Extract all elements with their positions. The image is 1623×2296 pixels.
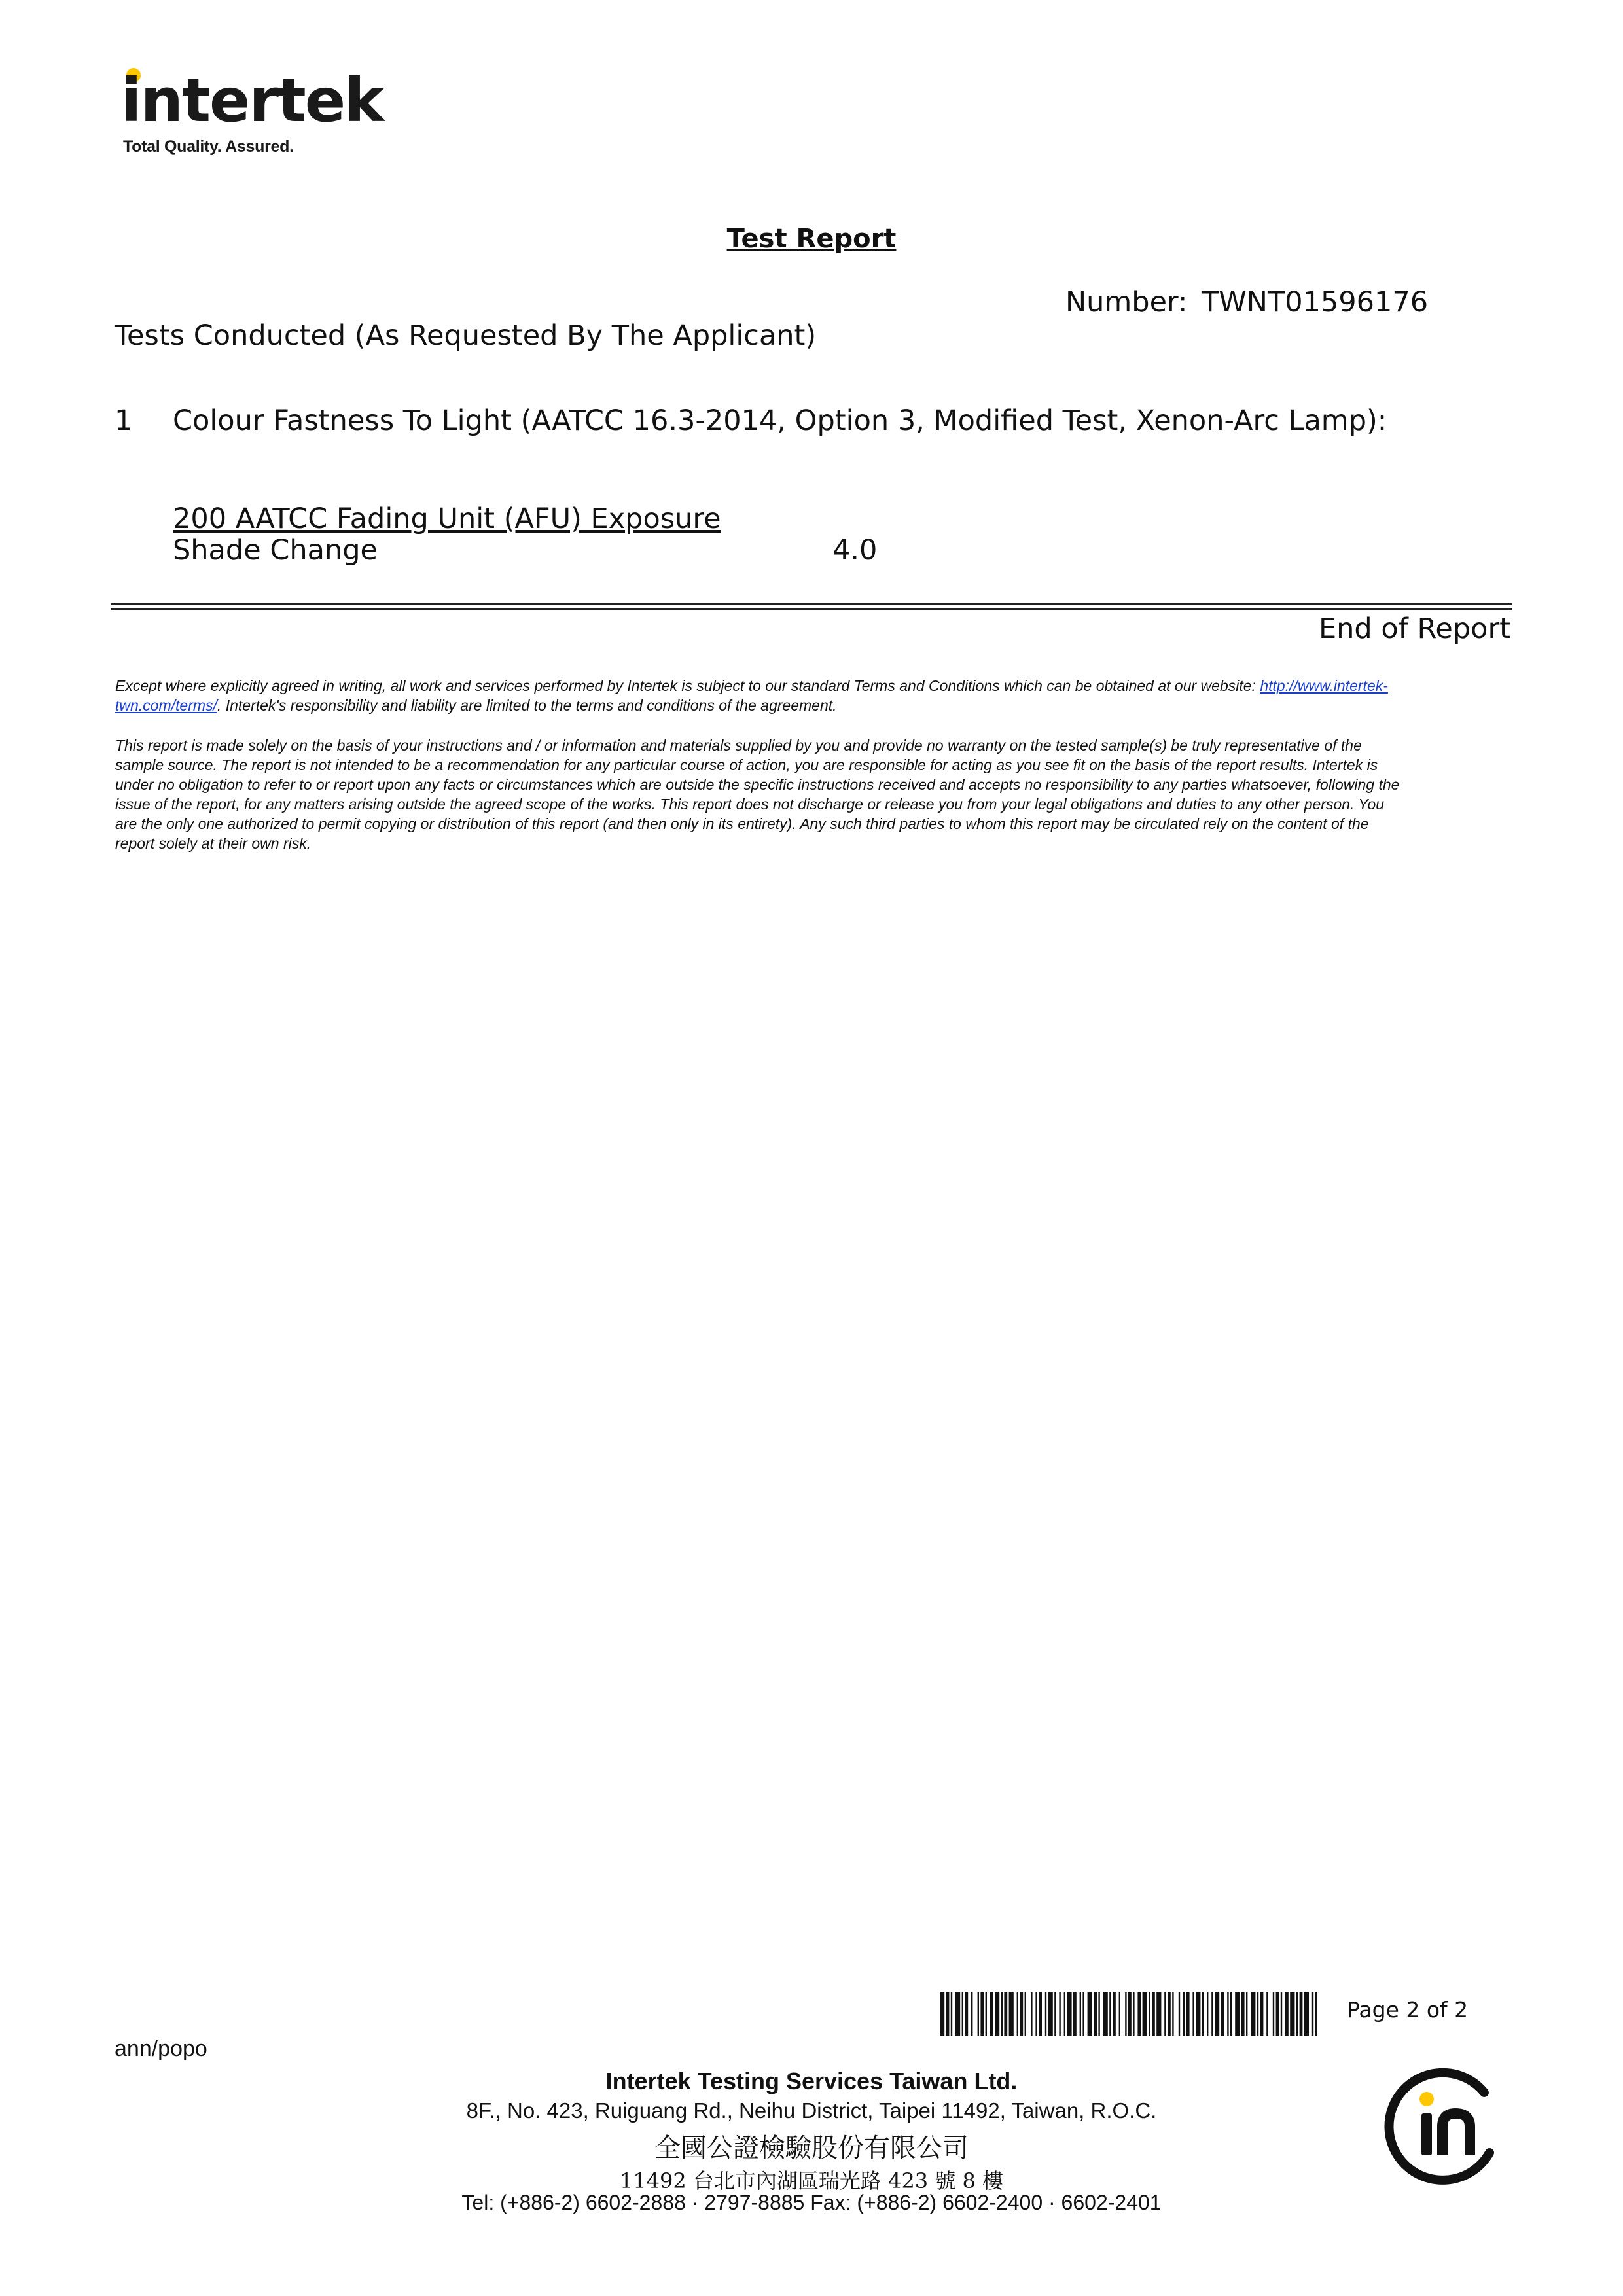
page-title: Test Report <box>726 224 897 254</box>
tests-conducted-heading: Tests Conducted (As Requested By The Applicant) <box>115 319 817 352</box>
result-value: 4.0 <box>832 534 878 567</box>
footer-address-zh: 11492 台北市內湖區瑞光路 423 號 8 樓 <box>619 2168 1004 2193</box>
report-number-label: Number: <box>1065 286 1188 319</box>
footer-company-zh: 全國公證檢驗股份有限公司 <box>654 2133 969 2163</box>
disclaimer-paragraph <box>115 735 1516 853</box>
intertek-in-mark-icon <box>1380 2061 1508 2189</box>
disclaimer-line: report solely at their own risk. <box>115 835 312 852</box>
terms-link-part1[interactable]: http://www.intertek- <box>1260 677 1388 694</box>
author-initials: ann/popo <box>115 2036 207 2061</box>
page-number: Page 2 of 2 <box>1347 1997 1469 2022</box>
divider-top <box>111 603 1512 605</box>
disclaimer-line: under no obligation to refer to or report upon any facts or circumstances which are outside the specific instructions received and accepts no responsibility to any parties whatsoever, following the <box>115 776 1400 793</box>
result-label: Shade Change <box>173 534 378 567</box>
terms-link-part2[interactable]: twn.com/terms/ <box>115 697 217 714</box>
terms-text-1: Except where explicitly agreed in writing, all work and services performed by Intertek is subject to our standard Terms and Conditions which can be obtained at our website: <box>115 677 1260 694</box>
divider-bottom <box>111 608 1512 610</box>
terms-text-2: . Intertek's responsibility and liability are limited to the terms and conditions of the agreement. <box>217 697 837 714</box>
footer-address-en: 8F., No. 423, Ruiguang Rd., Neihu District, Taipei 11492, Taiwan, R.O.C. <box>466 2098 1157 2123</box>
disclaimer-line: This report is made solely on the basis of your instructions and / or information and materials supplied by you and provide no warranty on the tested sample(s) be truly representative of the <box>115 737 1362 754</box>
disclaimer-line: sample source. The report is not intended to be a recommendation for any particular course of action, you are responsible for acting as you see fit on the basis of the report results. Intertek is <box>115 756 1378 773</box>
report-number-value: TWNT01596176 <box>1202 286 1429 319</box>
logo-wordmark: intertek <box>121 65 383 135</box>
test-item-title: Colour Fastness To Light (AATCC 16.3-2014, Option 3, Modified Test, Xenon-Arc Lamp): <box>173 404 1387 437</box>
disclaimer-line: are the only one authorized to permit copying or distribution of this report (and then only in its entirety). Any such third parties to whom this report may be circulated rely on the content of the <box>115 815 1369 832</box>
terms-paragraph <box>115 676 1516 715</box>
logo-tagline: Total Quality. Assured. <box>123 137 294 156</box>
test-item-index: 1 <box>115 404 133 437</box>
barcode-icon <box>940 1992 1317 2036</box>
end-of-report: End of Report <box>1318 612 1510 645</box>
exposure-label: 200 AATCC Fading Unit (AFU) Exposure <box>173 503 721 535</box>
footer-company: Intertek Testing Services Taiwan Ltd. <box>605 2068 1018 2094</box>
disclaimer-line: issue of the report, for any matters arising outside the agreed scope of the works. This report does not discharge or release you from your legal obligations and duties to any other person. You <box>115 796 1385 813</box>
footer-contact: Tel: (+886-2) 6602-2888 · 2797-8885 Fax: (+886-2) 6602-2400 · 6602-2401 <box>461 2191 1162 2214</box>
